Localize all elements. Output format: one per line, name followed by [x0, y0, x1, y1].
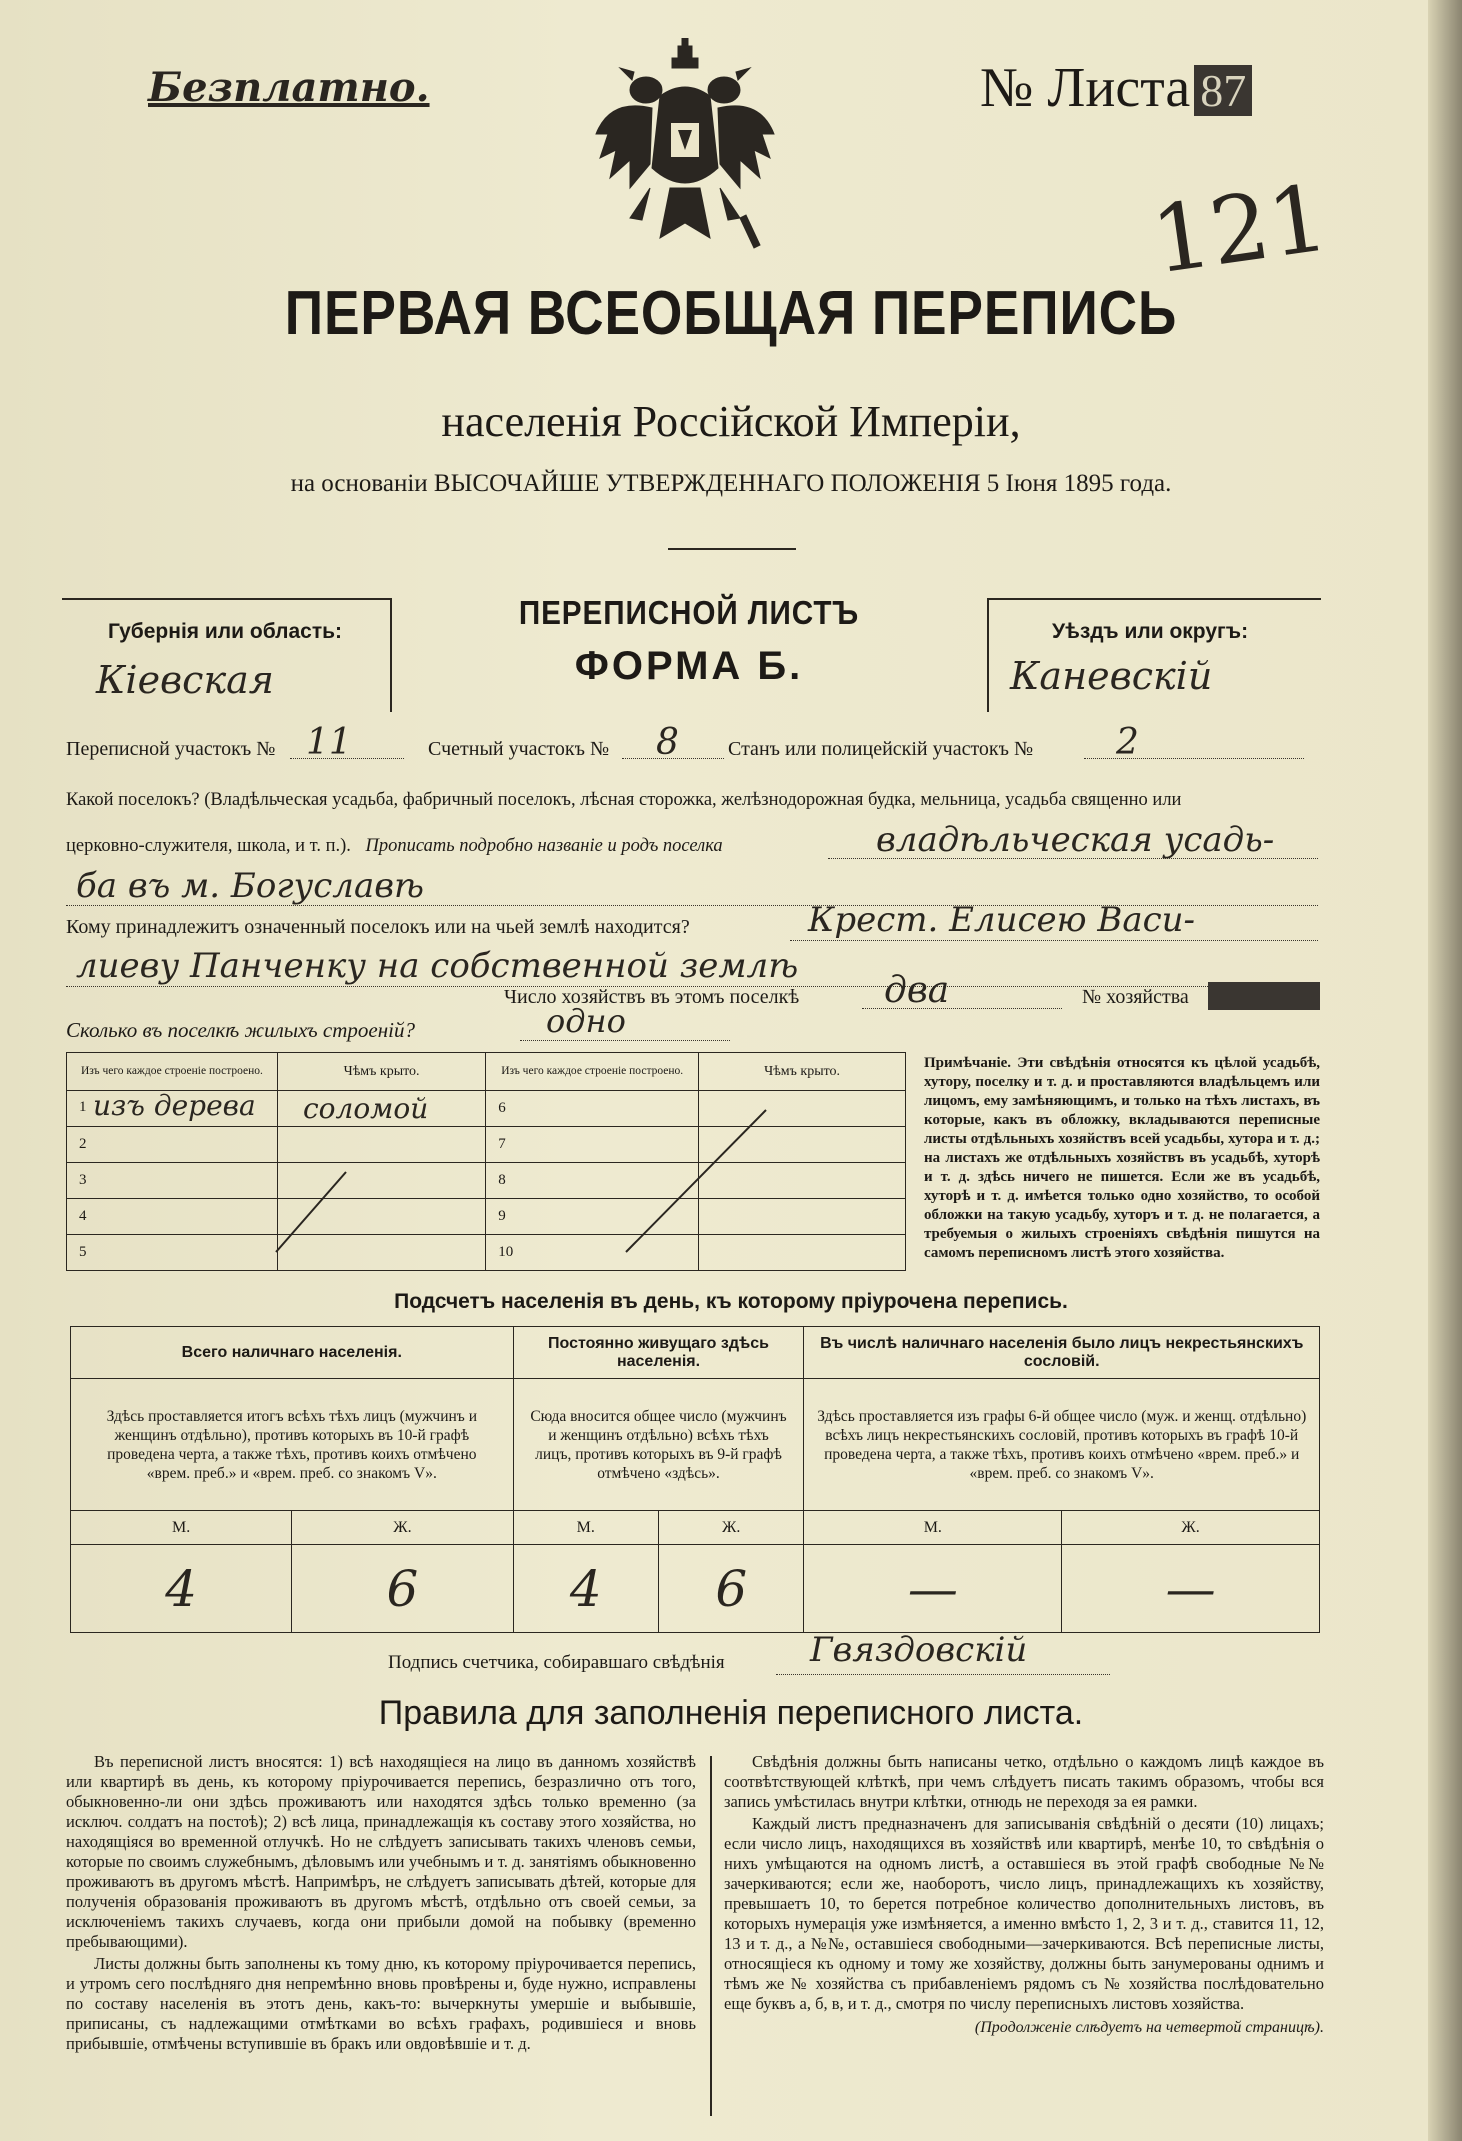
total-m-value: 4: [71, 1545, 292, 1633]
schetny-label: Счетный участокъ №: [428, 738, 610, 760]
table-row: 4 9: [67, 1199, 906, 1235]
sheet-number-label: № Листа 87: [980, 56, 1252, 120]
col3-title: Въ числѣ наличнаго населенія было лицъ некрестьянскихъ сословій.: [804, 1327, 1320, 1379]
gubernia-label: Губернія или область:: [108, 620, 343, 643]
rules-heading: Правила для заполненія переписного листа.: [378, 1694, 1084, 1732]
sheet-title: ПЕРЕПИСНОЙ ЛИСТЪ: [518, 594, 860, 631]
handwritten-sheet-number: 121: [1145, 164, 1335, 295]
owner-value-1: Крест. Елисею Васи-: [808, 900, 1196, 940]
sheet-number-value: 87: [1194, 65, 1252, 116]
rules-left-column: Въ переписной листъ вносятся: 1) всѣ находящіеся на лицо въ данномъ хозяйствѣ или квартирѣ въ день, къ которому пріурочивается перепись, безразлично отъ того, обыкновенно-ли они здѣсь проживаютъ или находятся здѣсь только временно (за исключ. солдатъ на постоѣ); 2) всѣ лица, принадлежащія къ составу этого хозяйства, но находящіяся во временной отлучкѣ. Но не слѣдуетъ записывать такихъ членовъ семьи, которые по своимъ служебнымъ, дѣловымъ или учебнымъ и т. д. занятіямъ обыкновенно проживаютъ въ другомъ мѣстѣ. Напримѣръ, не слѣдуетъ записывать дѣтей, которые для полученія образованія проживаютъ въ другомъ мѣстѣ, отдѣльно отъ своей семьи, за исключеніемъ такихъ случаевъ, когда они прибыли домой на побывку (временно пребывающими). Листы должны быть заполнены къ тому дню, къ которому пріурочивается перепись, и утромъ сего послѣдняго дня непремѣнно вновь провѣрены и, буде нужно, исправлены по составу населенія въ этотъ день, какъ-то: вычеркнуты умершіе и выбывшіе, приписаны, съ надлежащими отмѣтками во всѣхъ графахъ, родившіеся и вновь прибывшіе, отмѣчены вступившіе въ бракъ или овдовѣвшіе и т. д.: [66, 1752, 696, 2053]
stan-label: Станъ или полицейскій участокъ №: [728, 738, 1034, 760]
uezd-label: Уѣздъ или округъ:: [1052, 620, 1249, 643]
col-material-right: Изъ чего каждое строеніе построено.: [486, 1053, 699, 1091]
strike-lines: [66, 1052, 906, 1282]
household-no-label: № хозяйства: [1082, 986, 1189, 1008]
household-no-redacted: [1208, 982, 1320, 1010]
col-roof-left: Чѣмъ крыто.: [277, 1053, 485, 1091]
col2-title: Постоянно живущаго здѣсь населенія.: [513, 1327, 804, 1379]
col-roof-right: Чѣмъ крыто.: [699, 1053, 906, 1091]
uezd-value: Каневскій: [1010, 654, 1213, 698]
census-basis: на основаніи ВЫСОЧАЙШЕ УТВЕРЖДЕННАГО ПОЛОЖЕНІЯ 5 Іюня 1895 года.: [290, 470, 1172, 497]
nonpeasant-m-value: —: [804, 1545, 1062, 1633]
perepisnoy-label: Переписной участокъ №: [66, 738, 276, 760]
stan-value: 2: [1116, 722, 1139, 763]
poselok-value-2: ба въ м. Богуславѣ: [76, 866, 425, 906]
buildings-label: Сколько въ поселкѣ жилыхъ строеній?: [66, 1018, 415, 1042]
total-f-value: 6: [292, 1545, 513, 1633]
col2-desc: Сюда вносится общее число (мужчинъ и женщинъ отдѣльно) всѣхъ тѣхъ лицъ, противъ которыхъ въ 9-й графѣ отмѣчено «здѣсь».: [513, 1379, 804, 1511]
title-divider: [668, 548, 796, 550]
population-table: Всего наличнаго населенія. Постоянно живущаго здѣсь населенія. Въ числѣ наличнаго населенія было лицъ некрестьянскихъ сословій. Здѣсь проставляется итогъ всѣхъ тѣхъ лицъ (мужчинъ и женщинъ отдѣльно), противъ которыхъ въ 10-й графѣ проведена черта, а также тѣхъ, противъ коихъ отмѣчено «врем. преб.» и «врем. преб. со знакомъ V». Сюда вносится общее число (мужчинъ и женщинъ отдѣльно) всѣхъ тѣхъ лицъ, противъ которыхъ въ 9-й графѣ отмѣчено «здѣсь». Здѣсь проставляется изъ графы 6-й общее число (муж. и женщ. отдѣльно) всѣхъ лицъ некрестьянскихъ сословій, противъ которыхъ въ графѣ 10-й проведена черта, а также тѣхъ, противъ коихъ отмѣчено «врем. преб.» и «врем. преб. со знакомъ V». М. Ж. М. Ж. М. Ж. 4 6 4 6 — —: [70, 1326, 1320, 1633]
households-value: два: [884, 970, 950, 1011]
signature-value: Гвяздовскій: [810, 1630, 1028, 1670]
census-subtitle: населенія Россійской Имперіи,: [441, 397, 1021, 446]
buildings-note: Примѣчаніе. Эти свѣдѣнія относятся къ цѣлой усадьбѣ, хутору, поселку и т. д. и проставляются владѣльцемъ или лицомъ, ему замѣняющимъ, и только на тѣхъ листахъ, въ которые, какъ въ обложку, вкладываются переписные листы отдѣльныхъ хозяйствъ всей усадьбы, хутора и т. д.; на листахъ же отдѣльныхъ хозяйствъ въ усадьбѣ, хуторѣ и т. д. здѣсь ничего не пишется. Если же въ усадьбѣ, хуторѣ и т. д. имѣется только одно хозяйство, то особой обложки на такую усадьбу, хуторъ и т. д. не полагается, а требуемыя о жилыхъ строеніяхъ свѣдѣнія пишутся на самомъ переписномъ листѣ этого хозяйства.: [924, 1055, 1321, 1261]
table-row: 3 8: [67, 1163, 906, 1199]
col1-title: Всего наличнаго населенія.: [71, 1327, 514, 1379]
owner-question: Кому принадлежитъ означенный поселокъ или на чьей землѣ находится?: [66, 916, 690, 938]
poselok-value-1: владѣльческая усадь-: [876, 820, 1275, 860]
resident-f-value: 6: [659, 1545, 804, 1633]
col3-desc: Здѣсь проставляется изъ графы 6-й общее число (муж. и женщ. отдѣльно) всѣхъ лицъ некрестьянскихъ сословій, противъ которыхъ въ графѣ 10-й проведена черта, а также тѣхъ, противъ коихъ отмѣчено «врем. преб.» и «врем. преб. со знакомъ V».: [804, 1379, 1320, 1511]
census-title: ПЕРВАЯ ВСЕОБЩАЯ ПЕРЕПИСЬ: [284, 279, 1178, 348]
nonpeasant-f-value: —: [1062, 1545, 1320, 1633]
page-edge: [1428, 0, 1462, 2141]
perepisnoy-value: 11: [306, 722, 352, 763]
double-headed-eagle-icon: [590, 38, 780, 268]
free-label: Безплатно.: [148, 64, 430, 111]
form-name: ФОРМА Б.: [574, 644, 804, 688]
rules-right-column: Свѣдѣнія должны быть написаны четко, отдѣльно о каждомъ лицѣ каждое въ соотвѣтствующей клѣткѣ, при чемъ слѣдуетъ писать такимъ образомъ, чтобы вся запись умѣстилась внутри клѣтки, отнюдь не переходя за ея рамки. Каждый листъ предназначенъ для записыванія свѣдѣній о десяти (10) лицахъ; если число лицъ, находящихся въ хозяйствѣ или квартирѣ, менѣе 10, то свѣдѣнія о нихъ умѣщаются на одномъ листѣ, а оставшіеся въ этой графѣ свободные №№ зачеркиваются; если же, наоборотъ, число лицъ, принадлежащихъ къ хозяйству, превышаетъ 10, то берется потребное количество дополнительныхъ листовъ, въ которыхъ нумерація уже измѣняется, а именно вмѣсто 1, 2, 3 и т. д., ставится 11, 12, 13 и т. д., а №№, оставшіеся свободными—зачеркиваются. Всѣ переписные листы, относящіеся къ одному и тому же хозяйству, должны быть занумерованы однимъ и тѣмъ же № хозяйства съ прибавленіемъ рядомъ съ № хозяйства послѣдовательно еще буквъ а, б, в, и т. д., смотря по числу переписныхъ листовъ хозяйства. (Продолженіе слѣдуетъ на четвертой страницѣ).: [724, 1752, 1324, 2036]
poselok-question-cont: церковно-служителя, школа, и т. п.). Прописать подробно названіе и родъ поселка: [66, 836, 723, 856]
col1-desc: Здѣсь проставляется итогъ всѣхъ тѣхъ лицъ (мужчинъ и женщинъ отдѣльно), противъ которыхъ въ 10-й графѣ проведена черта, а также тѣхъ, противъ коихъ отмѣчено «врем. преб.» и «врем. преб. со знакомъ V».: [71, 1379, 514, 1511]
table-row: 1 изъ дерева соломой 6: [67, 1091, 906, 1127]
table-row: 2 7: [67, 1127, 906, 1163]
resident-m-value: 4: [513, 1545, 658, 1633]
table-row: 5 10: [67, 1235, 906, 1271]
signature-label: Подпись счетчика, собиравшаго свѣдѣнія: [388, 1652, 725, 1673]
owner-value-2: лиеву Панченку на собственной землѣ: [76, 946, 799, 986]
poselok-question: Какой поселокъ? (Владѣльческая усадьба, фабричный поселокъ, лѣсная сторожка, желѣзнодорожная будка, мельница, усадьба священно или: [66, 790, 1182, 810]
buildings-value: одно: [546, 1002, 626, 1040]
population-heading: Подсчетъ населенія въ день, къ которому пріурочена перепись.: [394, 1290, 1068, 1313]
col-material-left: Изъ чего каждое строеніе построено.: [67, 1053, 278, 1091]
schetny-value: 8: [656, 722, 679, 763]
households-label: Число хозяйствъ въ этомъ поселкѣ: [504, 986, 800, 1008]
gubernia-value: Кіевская: [96, 658, 274, 702]
